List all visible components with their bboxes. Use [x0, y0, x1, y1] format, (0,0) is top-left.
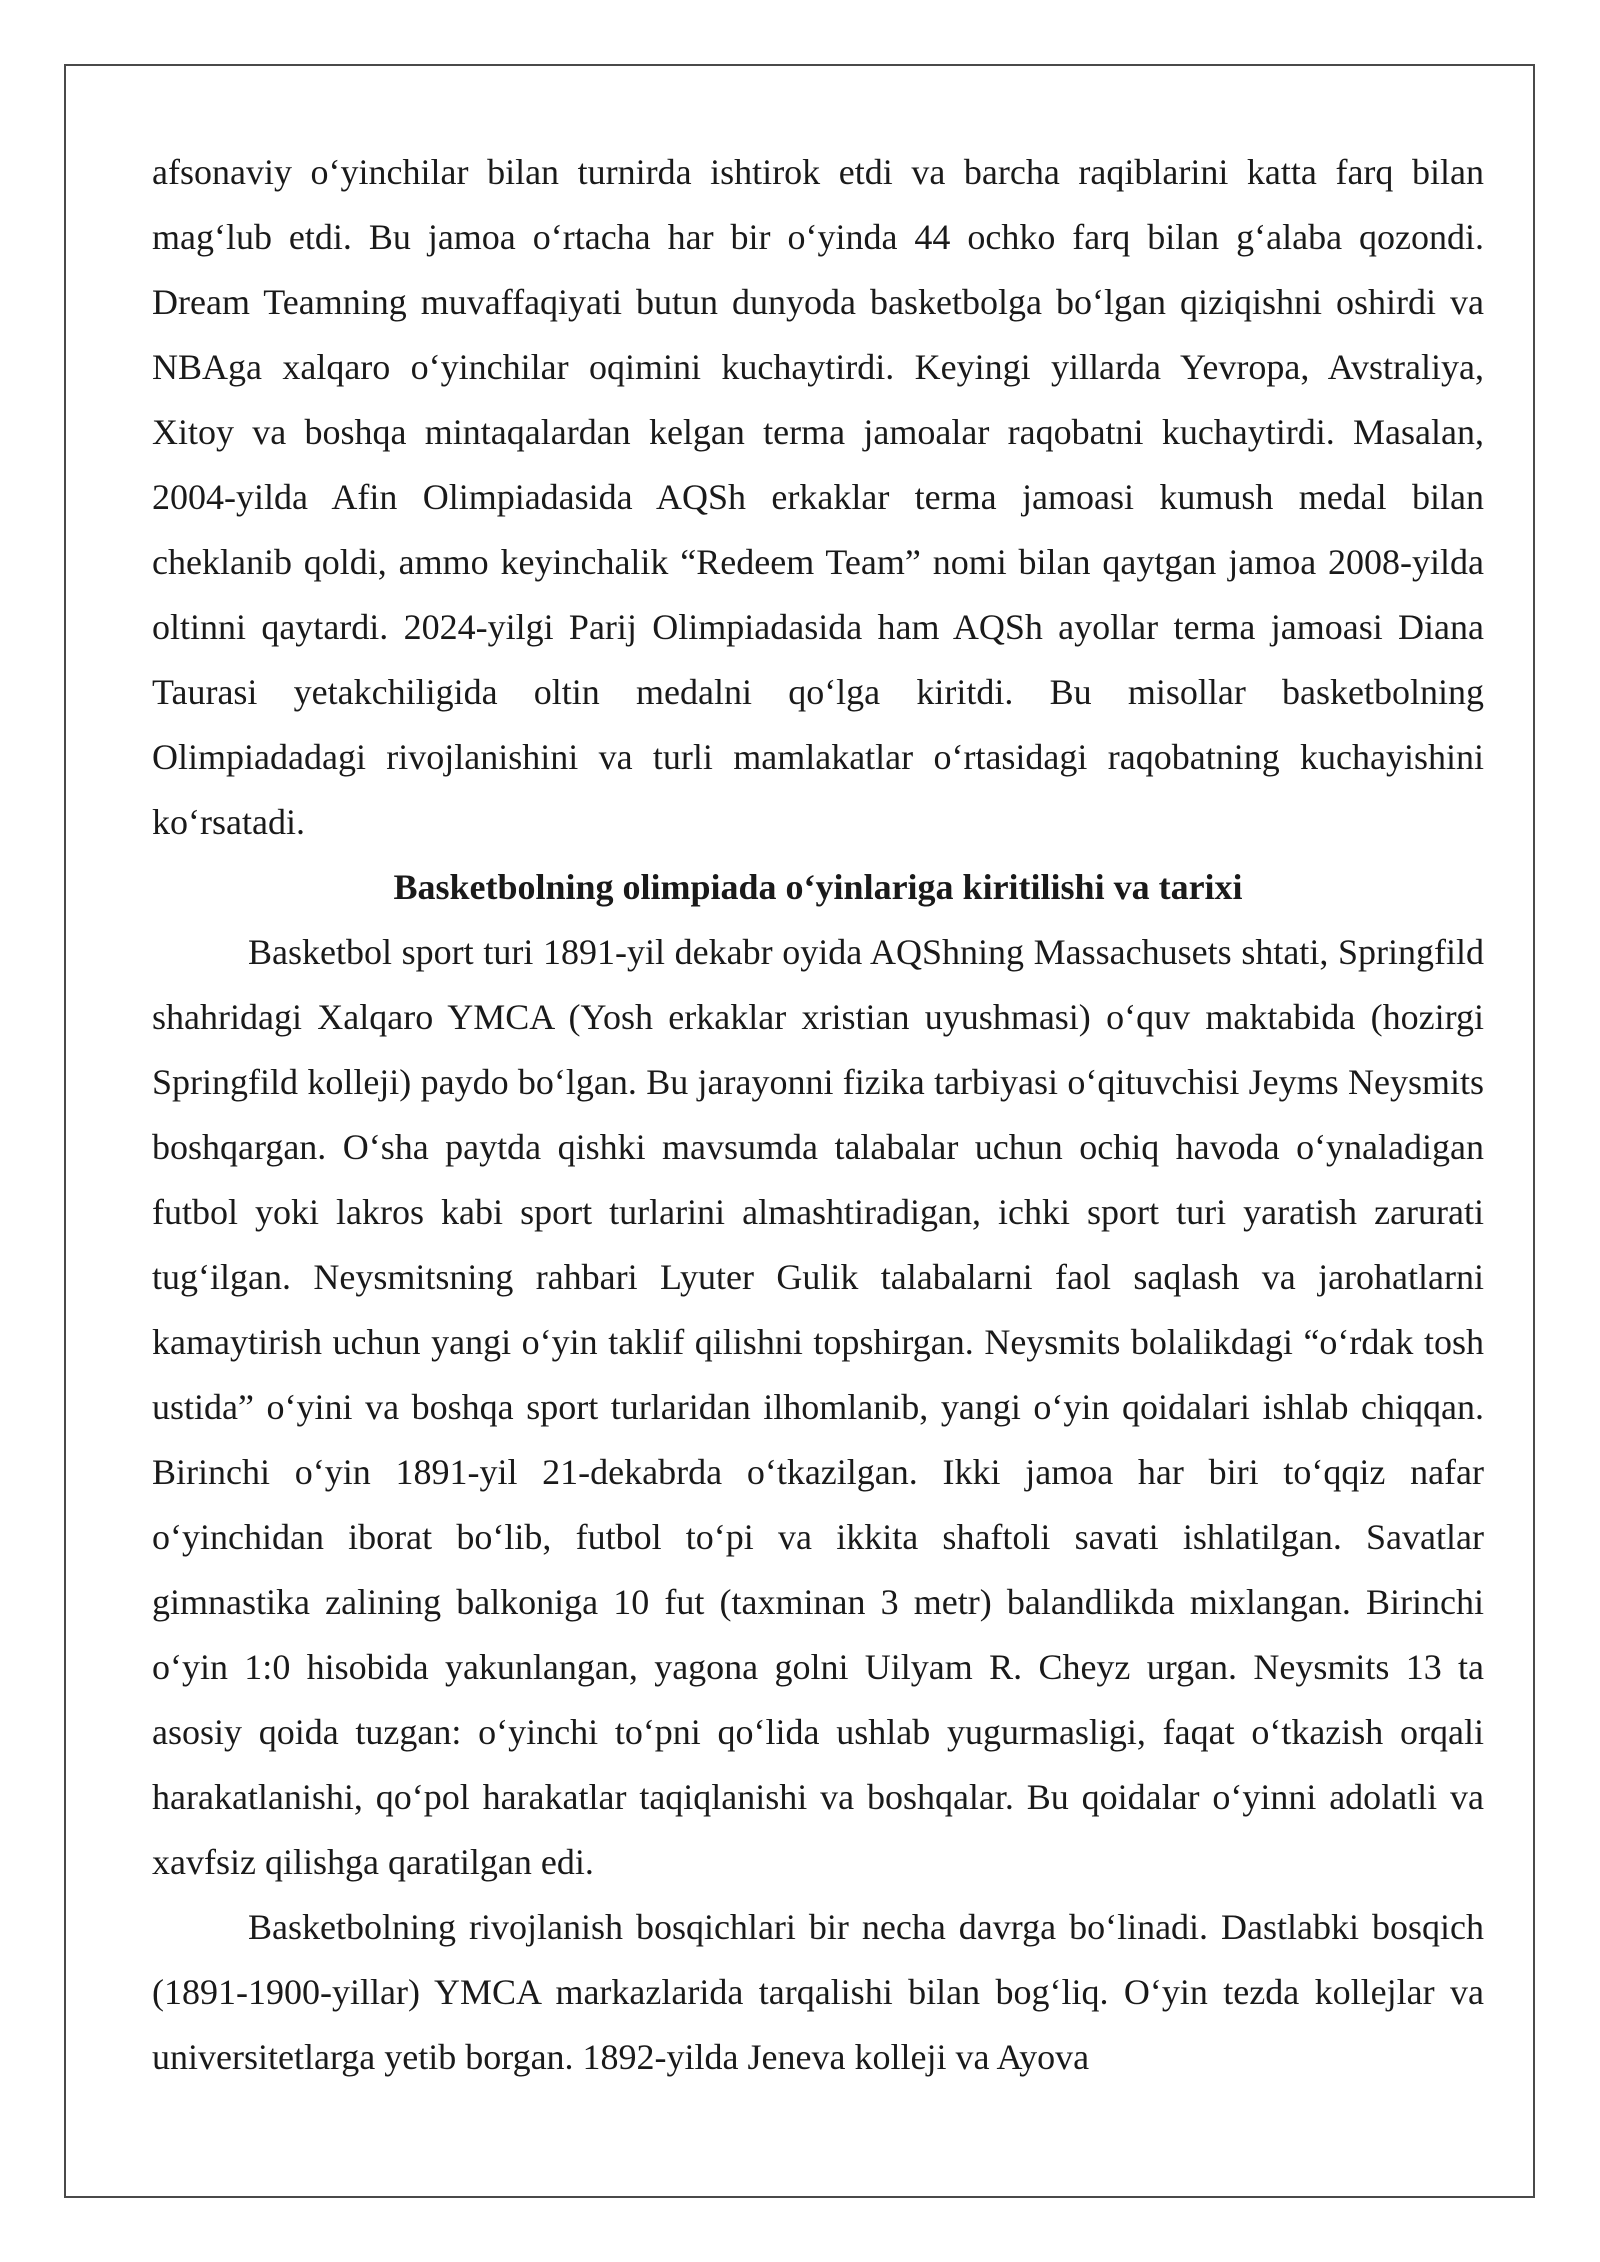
paragraph-continued: afsonaviy o‘yinchilar bilan turnirda ishtirok etdi va barcha raqiblarini katta farq bilan mag‘lub etdi. Bu jamoa o‘rtacha har bir o‘yinda 44 ochko farq bilan g‘alaba qozondi. Dream Teamning muvaffaqiyati butun dunyoda basketbolga bo‘lgan qiziqishni oshirdi va NBAga xalqaro o‘yinchilar oqimini kuchaytirdi. Keyingi yillarda Yevropa, Avstraliya, Xitoy va boshqa mintaqalardan kelgan terma jamoalar raqobatni kuchaytirdi. Masalan, 2004-yilda Afin Olimpiadasida AQSh erkaklar terma jamoasi kumush medal bilan cheklanib qoldi, ammo keyinchalik “Redeem Team” nomi bilan qaytgan jamoa 2008-yilda oltinni qaytardi. 2024-yilgi Parij Olimpiadasida ham AQSh ayollar terma jamoasi Diana Taurasi yetakchiligida oltin medalni qo‘lga kiritdi. Bu misollar basketbolning Olimpiadadagi rivojlanishini va turli mamlakatlar o‘rtasidagi raqobatning kuchayishini ko‘rsatadi.	[152, 152, 1484, 842]
paragraph-development: Basketbolning rivojlanish bosqichlari bir necha davrga bo‘linadi. Dastlabki bosqich (1891-1900-yillar) YMCA markazlarida tarqalishi bilan bog‘liq. O‘yin tezda kollejlar va universitetlarga yetib borgan. 1892-yilda Jeneva kolleji va Ayova	[152, 1907, 1484, 2077]
document-body	[152, 140, 1484, 2090]
section-heading: Basketbolning olimpiada o‘yinlariga kiritilishi va tarixi	[393, 867, 1243, 907]
paragraph-history: Basketbol sport turi 1891-yil dekabr oyida AQShning Massachusets shtati, Springfild shahridagi Xalqaro YMCA (Yosh erkaklar xristian uyushmasi) o‘quv maktabida (hozirgi Springfild kolleji) paydo bo‘lgan. Bu jarayonni fizika tarbiyasi o‘qituvchisi Jeyms Neysmits boshqargan. O‘sha paytda qishki mavsumda talabalar uchun ochiq havoda o‘ynaladigan futbol yoki lakros kabi sport turlarini almashtiradigan, ichki sport turi yaratish zarurati tug‘ilgan. Neysmitsning rahbari Lyuter Gulik talabalarni faol saqlash va jarohatlarni kamaytirish uchun yangi o‘yin taklif qilishni topshirgan. Neysmits bolalikdagi “o‘rdak tosh ustida” o‘yini va boshqa sport turlaridan ilhomlanib, yangi o‘yin qoidalari ishlab chiqqan. Birinchi o‘yin 1891-yil 21-dekabrda o‘tkazilgan. Ikki jamoa har biri to‘qqiz nafar o‘yinchidan iborat bo‘lib, futbol to‘pi va ikkita shaftoli savati ishlatilgan. Savatlar gimnastika zalining balkoniga 10 fut (taxminan 3 metr) balandlikda mixlangan. Birinchi o‘yin 1:0 hisobida yakunlangan, yagona golni Uilyam R. Cheyz urgan. Neysmits 13 ta asosiy qoida tuzgan: o‘yinchi to‘pni qo‘lida ushlab yugurmasligi, faqat o‘tkazish orqali harakatlanishi, qo‘pol harakatlar taqiqlanishi va boshqalar. Bu qoidalar o‘yinni adolatli va xavfsiz qilishga qaratilgan edi.	[152, 932, 1484, 1882]
